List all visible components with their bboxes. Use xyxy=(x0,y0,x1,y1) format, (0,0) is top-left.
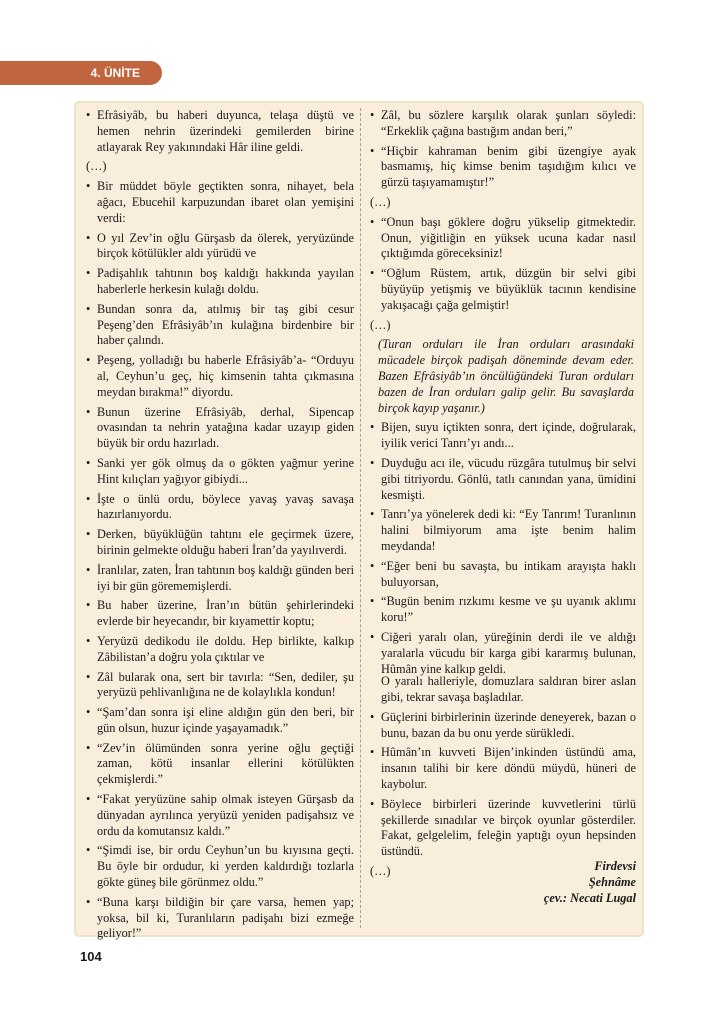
verse-paragraph: • Padişahlık tahtının boş kaldığı hakkında yayılan haberlerle herkesin kulağı doldu. xyxy=(86,266,354,298)
verse-paragraph: • Peşeng, yolladığı bu haberle Efrâsiyâb’a- “Orduyu al, Ceyhun’u geç, hiç kimsenin tahta çıkmasına meydan bırakma!” diyordu. xyxy=(86,353,354,400)
verse-paragraph: • “Fakat yeryüzüne sahip olmak isteyen Gürşasb da dünyadan ayrılınca yeryüzü yeniden padişahsız ve ordu da komutansız kaldı.” xyxy=(86,792,354,839)
unit-label: 4. ÜNİTE xyxy=(0,61,162,85)
verse-paragraph: • “Bugün benim rızkımı kesme ve şu uyanık aklımı koru!” xyxy=(370,594,636,626)
verse-paragraph: • Bundan sonra da, atılmış bir taş gibi cesur Peşeng’den Efrâsiyâb’ın kulağına birdenbire bir haber çalındı. xyxy=(86,302,354,349)
ellipsis-marker: (…) xyxy=(86,159,107,174)
verse-paragraph: • Zâl bularak ona, sert bir tavırla: “Sen, dediler, şu yeryüzü pehlivanlığına ne de kolaylıkla kondun! xyxy=(86,670,354,702)
verse-paragraph: • Bu haber üzerine, İran’ın bütün şehirlerindeki evlerde bir heyecandır, bir kıyamettir koptu; xyxy=(86,598,354,630)
verse-paragraph: • Tanrı’ya yönelerek dedi ki: “Ey Tanrım! Turanlının halini bilmiyorum ama işte benim halim meydanda! xyxy=(370,507,636,554)
signature-work: Şehnâme xyxy=(588,875,636,889)
ellipsis-marker: (…) xyxy=(370,864,391,879)
verse-paragraph: • Böylece birbirleri üzerinde kuvvetlerini türlü şekillerde sınadılar ve birçok oyunlar gösterdiler. Fakat, gelgelelim, feleğin yaptığı oyun hepsinden üstündü. xyxy=(370,797,636,860)
verse-paragraph: • “Onun başı göklere doğru yükselip gitmektedir. Onun, yiğitliğin en yüksek ucuna kadar nasıl çıktığımda göreceksiniz! xyxy=(370,215,636,262)
signature xyxy=(470,858,636,906)
verse-paragraph: • “Eğer beni bu savaşta, bu intikam arayışta haklı buluyorsan, xyxy=(370,559,636,591)
verse-paragraph: • Duyduğu acı ile, vücudu rüzgâra tutulmuş bir selvi gibi titriyordu. Gönlü, tatlı canından yana, ümidini kesmişti. xyxy=(370,456,636,503)
verse-paragraph: • Yeryüzü dedikodu ile doldu. Hep birlikte, kalkıp Zâbilistan’a doğru yola çıktılar ve xyxy=(86,634,354,666)
ellipsis-marker: (…) xyxy=(370,317,391,332)
verse-paragraph: • “Zev’in ölümünden sonra yerine oğlu geçtiği zaman, kötü insanlar ellerini kötülükten çekmişlerdi.” xyxy=(86,741,354,788)
verse-paragraph: O yaralı halleriyle, domuzlara saldıran birer aslan gibi, tekrar savaşa başladılar. xyxy=(381,674,636,705)
verse-paragraph: • Efrâsiyâb, bu haberi duyunca, telaşa düştü ve hemen nehrin üzerindeki gemilerden birine atlayarak Rey yakınındaki Hâr iline geldi. xyxy=(86,108,354,155)
verse-paragraph: • Derken, büyüklüğün tahtını ele geçirmek üzere, birinin gelmekte olduğu haberi İran’da yayılıverdi. xyxy=(86,527,354,559)
verse-paragraph: • “Şimdi ise, bir ordu Ceyhun’un bu kıyısına geçti. Bu öyle bir ordudur, ki yerden kaldırdığı tozlarla gökte güneş bile görünmez oldu.” xyxy=(86,843,354,890)
verse-paragraph: • O yıl Zev’in oğlu Gürşasb da ölerek, yeryüzünde birçok kötülükler aldı yürüdü ve xyxy=(86,231,354,263)
verse-paragraph: • Sanki yer gök olmuş da o gökten yağmur yerine Hint kılıçları yağıyor gibiydi... xyxy=(86,456,354,488)
right-column xyxy=(370,108,636,884)
verse-paragraph: • Bir müddet böyle geçtikten sonra, nihayet, bela ağacı, Ebucehil karpuzundan ibaret olan yemişini verdi: xyxy=(86,179,354,226)
verse-paragraph: • Bijen, suyu içtikten sonra, dert içinde, doğrularak, iyilik verici Tanrı’yı andı... xyxy=(370,420,636,452)
verse-paragraph: • Bunun üzerine Efrâsiyâb, derhal, Sipencap ovasından ta nehrin yatağına kadar uzayıp giden büyük bir ordu hazırladı. xyxy=(86,405,354,452)
column-divider xyxy=(360,108,361,928)
verse-paragraph: • “Hiçbir kahraman benim gibi üzengiye ayak basmamış, hiç kimse benim taşıdığım kılıcı ve gürzü taşıyamamıştır!” xyxy=(370,144,636,191)
verse-paragraph: • “Şam’dan sonra işi eline aldığın gün den beri, bir gün olsun, huzur içinde yaşayamadık.” xyxy=(86,705,354,737)
signature-translator: çev.: Necati Lugal xyxy=(543,891,636,905)
verse-paragraph: • İşte o ünlü ordu, böylece yavaş yavaş savaşa hazırlanıyordu. xyxy=(86,492,354,524)
verse-paragraph: • Ciğeri yaralı olan, yüreğinin derdi ile ve aldığı yaralarla vücudu bir karga gibi kararmış bulunan, Hûmân yine kalkıp geldi. xyxy=(370,630,636,677)
verse-paragraph: • “Oğlum Rüstem, artık, düzgün bir selvi gibi büyüyüp yetişmiş ve büyüklük tacının kendisine yakışacağı çağa gelmiştir! xyxy=(370,266,636,313)
signature-author: Firdevsi xyxy=(594,859,636,873)
page-number: 104 xyxy=(80,949,102,964)
verse-paragraph: • Güçlerini birbirlerinin üzerinde deneyerek, bazan o bunu, bazan da bu onu yerde sürükledi. xyxy=(370,710,636,742)
left-column xyxy=(86,108,354,946)
verse-paragraph: • Zâl, bu sözlere karşılık olarak şunları söyledi: “Erkeklik çağına bastığım andan beri,” xyxy=(370,108,636,140)
verse-paragraph: • İranlılar, zaten, İran tahtının boş kaldığı günden beri iyi bir gün görememişlerdi. xyxy=(86,563,354,595)
ellipsis-marker: (…) xyxy=(370,194,391,209)
editor-note: (Turan orduları ile İran orduları arasındaki mücadele birçok padişah döneminde devam eder. Bazen Efrâsiyâb’ın öncülüğündeki Turan orduları bazen de İran orduları galip gelir. Bu savaşlarda birçok kayıp yaşanır.) xyxy=(378,337,634,415)
verse-paragraph: • “Buna karşı bildiğin bir çare varsa, hemen yap; yoksa, bil ki, Turanlıların padişahı bizi ezmeğe geliyor!” xyxy=(86,895,354,942)
verse-paragraph: • Hûmân’ın kuvveti Bijen’inkinden üstündü ama, insanın talihi bir kere döndü müydü, hüneri de kaybolur. xyxy=(370,745,636,792)
